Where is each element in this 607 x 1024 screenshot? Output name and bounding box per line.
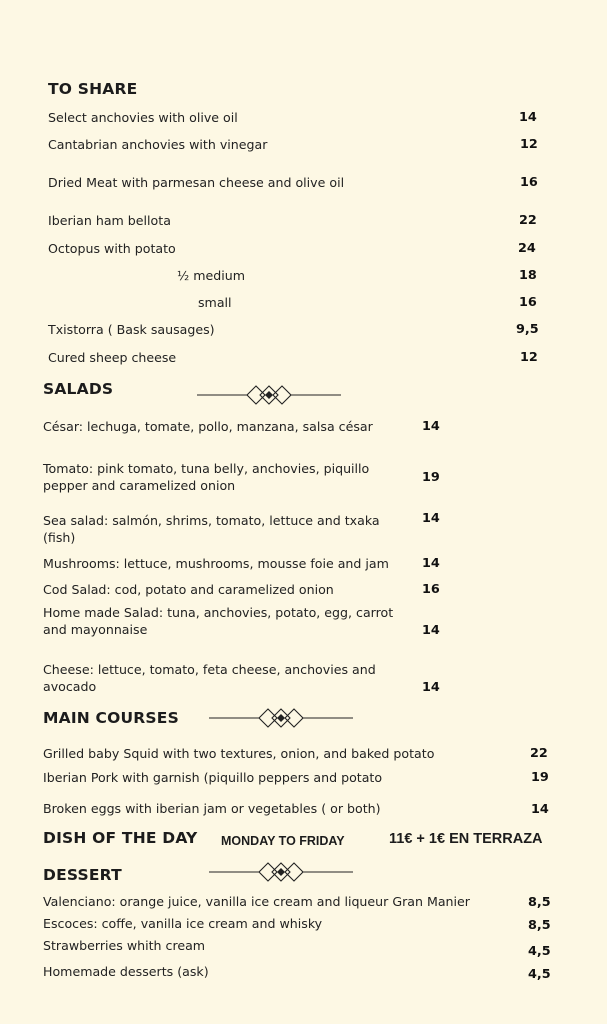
menu-item-name: Cantabrian anchovies with vinegar <box>48 137 268 152</box>
menu-item-name: Mushrooms: lettuce, mushrooms, mousse foie and jam <box>43 556 389 571</box>
menu-item-name: Txistorra ( Bask sausages) <box>48 322 215 337</box>
menu-item-name: Iberian Pork with garnish (piquillo peppers and potato <box>43 770 383 785</box>
menu-item-name: Home made Salad: tuna, anchovies, potato, egg, carrot and mayonnaise <box>43 605 394 637</box>
diamond-ornament-icon <box>209 708 353 728</box>
menu-item-price: 14 <box>422 556 440 571</box>
menu-item-name: Cheese: lettuce, tomato, feta cheese, anchovies and avocado <box>43 662 376 694</box>
menu-item-name: Cured sheep cheese <box>48 350 177 365</box>
section-heading-dish-of-the-day: DISH OF THE DAY <box>43 829 198 847</box>
section-heading-salads: SALADS <box>43 380 114 398</box>
menu-item-price: 19 <box>531 770 549 785</box>
menu-item-name: ½ medium <box>177 268 245 283</box>
menu-item-name: small <box>198 295 232 310</box>
menu-item-price: 18 <box>519 268 537 283</box>
menu-item-price: 14 <box>422 511 440 526</box>
menu-item-name: César: lechuga, tomate, pollo, manzana, salsa césar <box>43 419 373 434</box>
menu-item-price: 14 <box>422 680 440 695</box>
menu-item-price: 24 <box>518 241 536 256</box>
menu-item-price: 12 <box>520 137 538 152</box>
menu-item-price: 8,5 <box>528 918 551 933</box>
menu-item-name: Iberian ham bellota <box>48 213 171 228</box>
menu-item-name: Grilled baby Squid with two textures, onion, and baked potato <box>43 746 435 761</box>
menu-item-price: 16 <box>520 175 538 190</box>
dish-of-the-day-days: MONDAY TO FRIDAY <box>221 834 345 848</box>
menu-item-price: 16 <box>422 582 440 597</box>
menu-item-price: 4,5 <box>528 967 551 982</box>
diamond-ornament-icon <box>197 385 341 405</box>
menu-item-name: Sea salad: salmón, shrims, tomato, lettuce and txaka (fish) <box>43 513 380 545</box>
menu-item-price: 8,5 <box>528 895 551 910</box>
menu-item-name: Cod Salad: cod, potato and caramelized onion <box>43 582 334 597</box>
menu-item-price: 14 <box>422 623 440 638</box>
menu-item-name: Select anchovies with olive oil <box>48 110 238 125</box>
section-heading-dessert: DESSERT <box>43 866 122 884</box>
menu-item-price: 22 <box>530 746 548 761</box>
section-heading-main-courses: MAIN COURSES <box>43 709 179 727</box>
menu-item-name: Valenciano: orange juice, vanilla ice cream and liqueur Gran Manier <box>43 894 470 909</box>
menu-item-name: Escoces: coffe, vanilla ice cream and whisky <box>43 916 323 931</box>
menu-item-name: Dried Meat with parmesan cheese and olive oil <box>48 175 345 190</box>
menu-item-price: 22 <box>519 213 537 228</box>
menu-item-name: Strawberries whith cream <box>43 938 206 953</box>
menu-item-price: 19 <box>422 470 440 485</box>
section-heading-to-share: TO SHARE <box>48 80 138 98</box>
menu-item-name: Tomato: pink tomato, tuna belly, anchovies, piquillo pepper and caramelized onion <box>43 461 370 493</box>
menu-item-name: Octopus with potato <box>48 241 176 256</box>
menu-item-price: 14 <box>519 110 537 125</box>
menu-item-price: 14 <box>422 419 440 434</box>
menu-item-price: 9,5 <box>516 322 539 337</box>
diamond-ornament-icon <box>209 862 353 882</box>
menu-item-price: 4,5 <box>528 944 551 959</box>
dish-of-the-day-price: 11€ + 1€ EN TERRAZA <box>389 831 543 847</box>
menu-item-name: Homemade desserts (ask) <box>43 964 209 979</box>
menu-item-price: 16 <box>519 295 537 310</box>
menu-item-price: 14 <box>531 802 549 817</box>
menu-item-name: Broken eggs with iberian jam or vegetables ( or both) <box>43 801 381 816</box>
menu-item-price: 12 <box>520 350 538 365</box>
